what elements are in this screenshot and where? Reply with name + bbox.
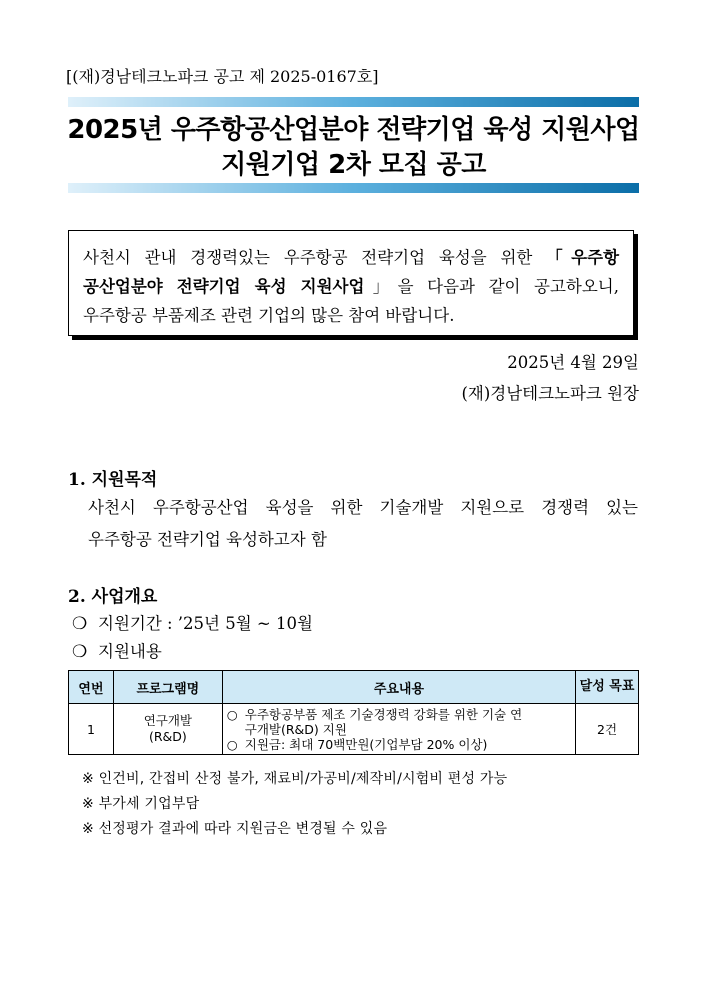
header-content: 주요내용	[222, 671, 575, 704]
note-3: ※ 선정평가 결과에 따라 지원금은 변경될 수 있음	[82, 821, 388, 837]
intro-box	[68, 230, 634, 336]
program-name-part2: 공산업분야 전략기업 육성 지원사업	[83, 277, 365, 296]
title-top-bar	[68, 97, 639, 107]
section1-title: 1. 지원목적	[68, 470, 158, 490]
content-item1-line2: 구개발(R&D) 지원	[244, 721, 347, 737]
content-item1-line1: 우주항공부품 제조 기술경쟁력 강화를 위한 기술 연	[244, 706, 523, 722]
page-title-line2: 지원기업 2차 모집 공고	[221, 150, 486, 180]
bullet-circle-icon: ❍	[72, 642, 88, 662]
content-item-2-text: 지원금: 최대 70백만원(기업부담 20% 이상)	[244, 736, 488, 752]
intro-line-2	[83, 272, 619, 301]
section1-line2: 우주항공 전략기업 육성하고자 함	[88, 530, 327, 549]
support-content-label	[72, 638, 162, 662]
support-period-text: 지원기간 : ’25년 5월 ~ 10월	[98, 614, 313, 633]
section2-title: 2. 사업개요	[68, 587, 158, 607]
content-item-2	[227, 737, 571, 752]
issuer: (재)경남테크노파크 원장	[461, 384, 639, 403]
table-header-row	[69, 671, 639, 704]
program-line2: (R&D)	[148, 729, 187, 744]
title-bottom-bar	[68, 183, 639, 193]
support-table	[68, 670, 639, 755]
announcement-date: 2025년 4월 29일	[507, 353, 639, 372]
header-target: 달성 목표	[576, 671, 639, 704]
bullet-circle-icon: ❍	[72, 614, 88, 634]
section1-body	[88, 492, 638, 556]
content-item-1-text	[245, 707, 522, 737]
support-content-text: 지원내용	[98, 642, 162, 661]
intro-line-1	[83, 243, 619, 272]
circle-bullet-icon: ○	[226, 706, 238, 722]
page-title-line1: 2025년 우주항공산업분야 전략기업 육성 지원사업	[67, 115, 640, 145]
support-period	[72, 610, 313, 634]
note-2: ※ 부가세 기업부담	[82, 796, 200, 812]
row-content	[222, 704, 575, 755]
row-no: 1	[69, 704, 114, 755]
notice-number: [(재)경남테크노파크 공고 제 2025-0167호]	[66, 67, 379, 86]
table-row	[69, 704, 639, 755]
section1-line1: 사천시 우주항공산업 육성을 위한 기술개발 지원으로 경쟁력 있는	[88, 498, 638, 517]
row-target: 2건	[576, 704, 639, 755]
intro-line1-text: 사천시 관내 경쟁력있는 우주항공 전략기업 육성을 위한	[83, 248, 547, 267]
header-program: 프로그램명	[113, 671, 222, 704]
row-program	[113, 704, 222, 755]
program-line1: 연구개발	[143, 713, 192, 728]
content-item-1	[227, 707, 571, 737]
header-no: 연번	[69, 671, 114, 704]
program-name-part1: 「우주항	[546, 248, 620, 267]
circle-bullet-icon: ○	[226, 736, 238, 752]
intro-line2-text: 」을 다음과 같이 공고하오니,	[364, 277, 619, 296]
intro-line-3: 우주항공 부품제조 관련 기업의 많은 참여 바랍니다.	[83, 306, 455, 325]
note-1: ※ 인건비, 간접비 산정 불가, 재료비/가공비/제작비/시험비 편성 가능	[82, 771, 508, 787]
